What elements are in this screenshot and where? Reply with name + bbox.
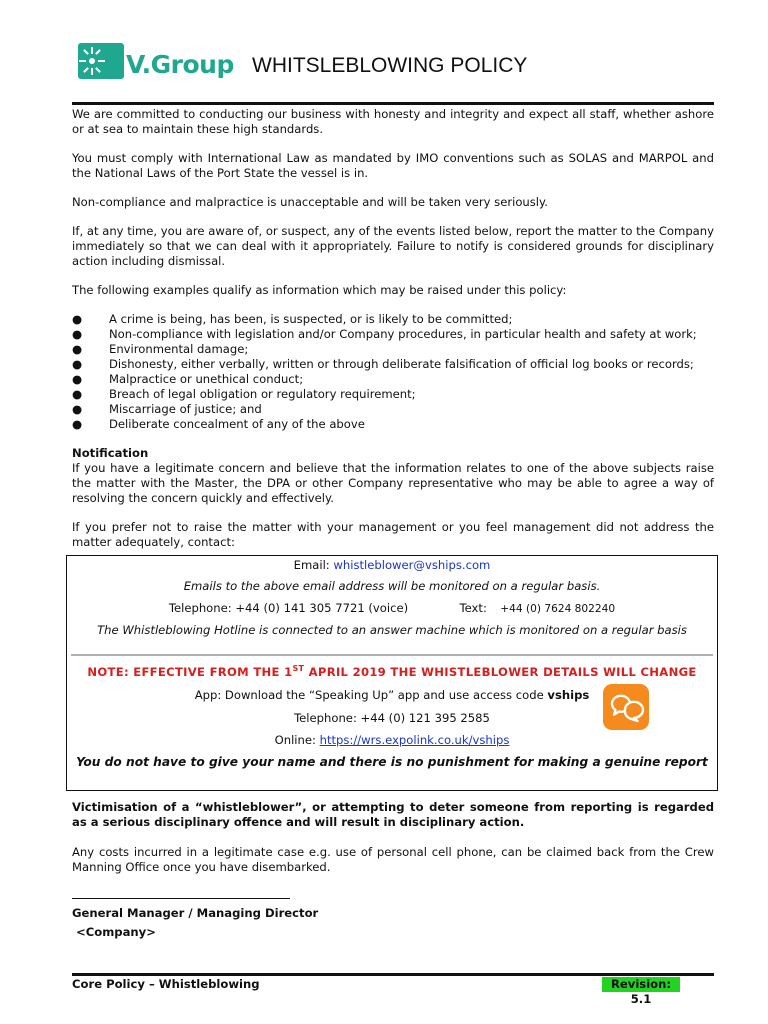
bullet-icon: ● xyxy=(72,387,83,401)
header-divider xyxy=(72,102,714,105)
online-line: Online: https://wrs.expolink.co.uk/vships xyxy=(274,733,510,747)
list-item: ● A crime is being, has been, is suspected, or is likely to be committed; xyxy=(72,312,513,326)
list-item: ● Miscarriage of justice; and xyxy=(72,402,262,416)
bullet-icon: ● xyxy=(72,342,83,356)
notification-heading: Notification xyxy=(72,446,149,460)
victimisation-statement: Victimisation of a “whistleblower”, or attempting to deter someone from reporting is regarded as a serious disciplinary offence and will result in disciplinary action. xyxy=(72,800,714,829)
phone-line xyxy=(67,601,717,615)
email-link[interactable]: whistleblower@vships.com xyxy=(333,558,491,572)
page-title: WHITSLEBLOWING POLICY xyxy=(252,54,528,77)
email-line: Email: whistleblower@vships.com xyxy=(293,558,491,572)
footer-divider xyxy=(72,973,714,976)
logo-wordmark: V.Group xyxy=(126,50,234,79)
access-code: vships xyxy=(547,688,590,702)
intro-paragraph: We are committed to conducting our business with honesty and integrity and expect all staff, whether ashore or at sea to maintain these high standards. xyxy=(72,107,714,136)
footer-doc-name: Core Policy – Whistleblowing xyxy=(72,977,260,991)
list-item: ● Deliberate concealment of any of the above xyxy=(72,417,365,431)
list-item: ● Breach of legal obligation or regulatory requirement; xyxy=(72,387,416,401)
signatory-role: General Manager / Managing Director xyxy=(72,906,319,920)
bullet-icon: ● xyxy=(72,402,83,416)
vgroup-logo-icon xyxy=(78,43,124,79)
intro-paragraph: You must comply with International Law as mandated by IMO conventions such as SOLAS and MARPOL and the National Laws of the Port State the vessel is in. xyxy=(72,151,714,180)
list-item: ● Malpractice or unethical conduct; xyxy=(72,372,304,386)
box-divider xyxy=(71,654,713,656)
hotline-note: The Whistleblowing Hotline is connected to an answer machine which is monitored on a regular basis xyxy=(97,623,687,637)
telephone-number: Telephone: +44 (0) 141 305 7721 (voice) xyxy=(168,601,409,615)
bullet-icon: ● xyxy=(72,417,83,431)
notification-paragraph: If you prefer not to raise the matter with your management or you feel management did not address the matter adequately, contact: xyxy=(72,520,714,549)
intro-paragraph: If, at any time, you are aware of, or suspect, any of the events listed below, report the matter to the Company immediately so that we can deal with it appropriately. Failure to notify is considered grounds for disciplinary action including dismissal. xyxy=(72,224,714,268)
contact-box xyxy=(66,555,718,791)
text-number: +44 (0) 7624 802240 xyxy=(500,603,616,615)
bullet-icon: ● xyxy=(72,312,83,326)
signature-line xyxy=(72,898,290,899)
app-line: App: Download the “Speaking Up” app and use access code vships xyxy=(194,688,590,702)
page-header xyxy=(72,40,714,90)
bullet-icon: ● xyxy=(72,357,83,371)
bullet-icon: ● xyxy=(72,372,83,386)
intro-paragraph: Non-compliance and malpractice is unacceptable and will be taken very seriously. xyxy=(72,195,548,209)
text-label: Text: xyxy=(459,601,487,615)
email-note: Emails to the above email address will be monitored on a regular basis. xyxy=(183,579,601,593)
signatory-company: <Company> xyxy=(72,925,156,939)
list-item: ● Dishonesty, either verbally, written or through deliberate falsification of official log books or records; xyxy=(72,357,694,371)
bullet-icon: ● xyxy=(72,327,83,341)
online-report-link[interactable]: https://wrs.expolink.co.uk/vships xyxy=(319,733,510,747)
list-item: ● Environmental damage; xyxy=(72,342,249,356)
revision-badge: Revision: 5.1 xyxy=(602,977,680,992)
policy-body xyxy=(72,107,714,564)
change-notice: NOTE: EFFECTIVE FROM THE 1ST APRIL 2019 THE WHISTLEBLOWER DETAILS WILL CHANGE xyxy=(87,664,697,679)
anonymity-statement: You do not have to give your name and there is no punishment for making a genuine report xyxy=(76,755,708,769)
notification-paragraph: If you have a legitimate concern and believe that the information relates to one of the above subjects raise the matter with the Master, the DPA or other Company representative who may be able to agree a way of resolving the concern quickly and effectively. xyxy=(72,461,714,505)
costs-paragraph: Any costs incurred in a legitimate case e.g. use of personal cell phone, can be claimed back from the Crew Manning Office once you have disembarked. xyxy=(72,845,714,874)
list-item: ● Non-compliance with legislation and/or Company procedures, in particular health and safety at work; xyxy=(72,327,697,341)
intro-paragraph: The following examples qualify as information which may be raised under this policy: xyxy=(72,283,567,297)
examples-list xyxy=(72,312,714,432)
new-telephone: Telephone: +44 (0) 121 395 2585 xyxy=(294,711,490,725)
